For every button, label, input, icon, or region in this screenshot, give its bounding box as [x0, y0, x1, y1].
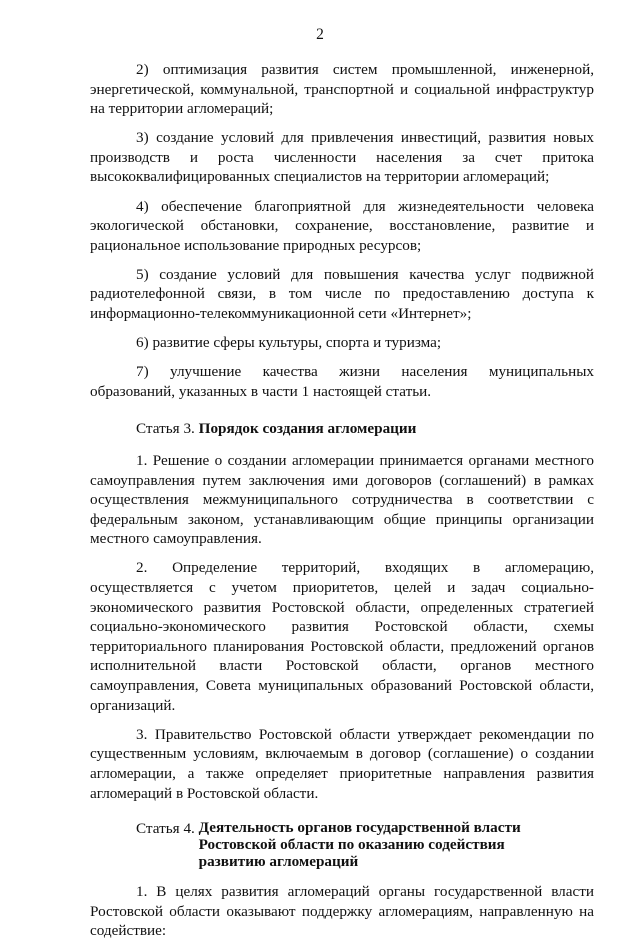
- list-item-3: 3) создание условий для привлечения инвестиций, развития новых производств и роста численности населения за счет притока высококвалифицированных специалистов на территории агломераций;: [90, 129, 594, 186]
- article-4-title-line-2: Ростовской области по оказанию содействия: [198, 836, 505, 854]
- list-item-4: 4) обеспечение благоприятной для жизнедеятельности человека экологической обстановки, сохранение, восстановление, развитие и рациональное использование природных ресурсов;: [90, 197, 594, 254]
- list-item-5: 5) создание условий для повышения качества услуг подвижной радиотелефонной связи, в том числе по предоставлению доступа к информационно-телекоммуникационной сети «Интернет»;: [90, 265, 594, 323]
- article-3-paragraph-1: 1. Решение о создании агломерации принимается органами местного самоуправления путем заключения ими договоров (соглашений) в рамках осуществления межмуниципального сотрудничества в соответствии с федеральным законом, устанавливающим общие принципы организации местного самоуправления.: [90, 452, 594, 548]
- list-item-6: 6) развитие сферы культуры, спорта и туризма;: [136, 334, 442, 352]
- article-4-label: Статья 4.: [136, 820, 199, 838]
- page-number: 2: [316, 26, 324, 43]
- article-4-title: [199, 819, 521, 870]
- article-3-title: Порядок создания агломерации: [198, 420, 417, 438]
- article-4-paragraph-1: 1. В целях развития агломераций органы государственной власти Ростовской области оказывают поддержку агломерациям, направленную на содействие:: [90, 883, 594, 940]
- article-3-heading: [90, 419, 594, 439]
- article-4-title-line-3: развитию агломераций: [198, 853, 359, 871]
- article-3-paragraph-2: 2. Определение территорий, входящих в агломерацию, осуществляется с учетом приоритетов, целей и задач социально-экономического развития Ростовской области, определенных стратегией социально-экономического развития Ростовской области, схемы территориального планирования Ростовской области, предложений органов исполнительной власти Ростовской области, органов местного самоуправления, Совета муниципальных образований Ростовской области, организаций.: [90, 559, 594, 714]
- document-body: [90, 60, 594, 950]
- list-item-2: 2) оптимизация развития систем промышленной, инженерной, энергетической, коммунальной, транспортной и социальной инфраструктур на территории агломераций;: [90, 61, 594, 118]
- list-item-7: 7) улучшение качества жизни населения муниципальных образований, указанных в части 1 настоящей статьи.: [90, 363, 594, 400]
- article-3-paragraph-3: 3. Правительство Ростовской области утверждает рекомендации по существенным условиям, включаемым в договор (соглашение) о создании агломерации, а также определяет приоритетные направления развития агломераций в Ростовской области.: [90, 725, 594, 802]
- article-4-title-line-1: Деятельность органов государственной власти: [198, 819, 521, 837]
- article-4-heading: [90, 819, 594, 870]
- article-3-label: Статья 3.: [136, 420, 199, 438]
